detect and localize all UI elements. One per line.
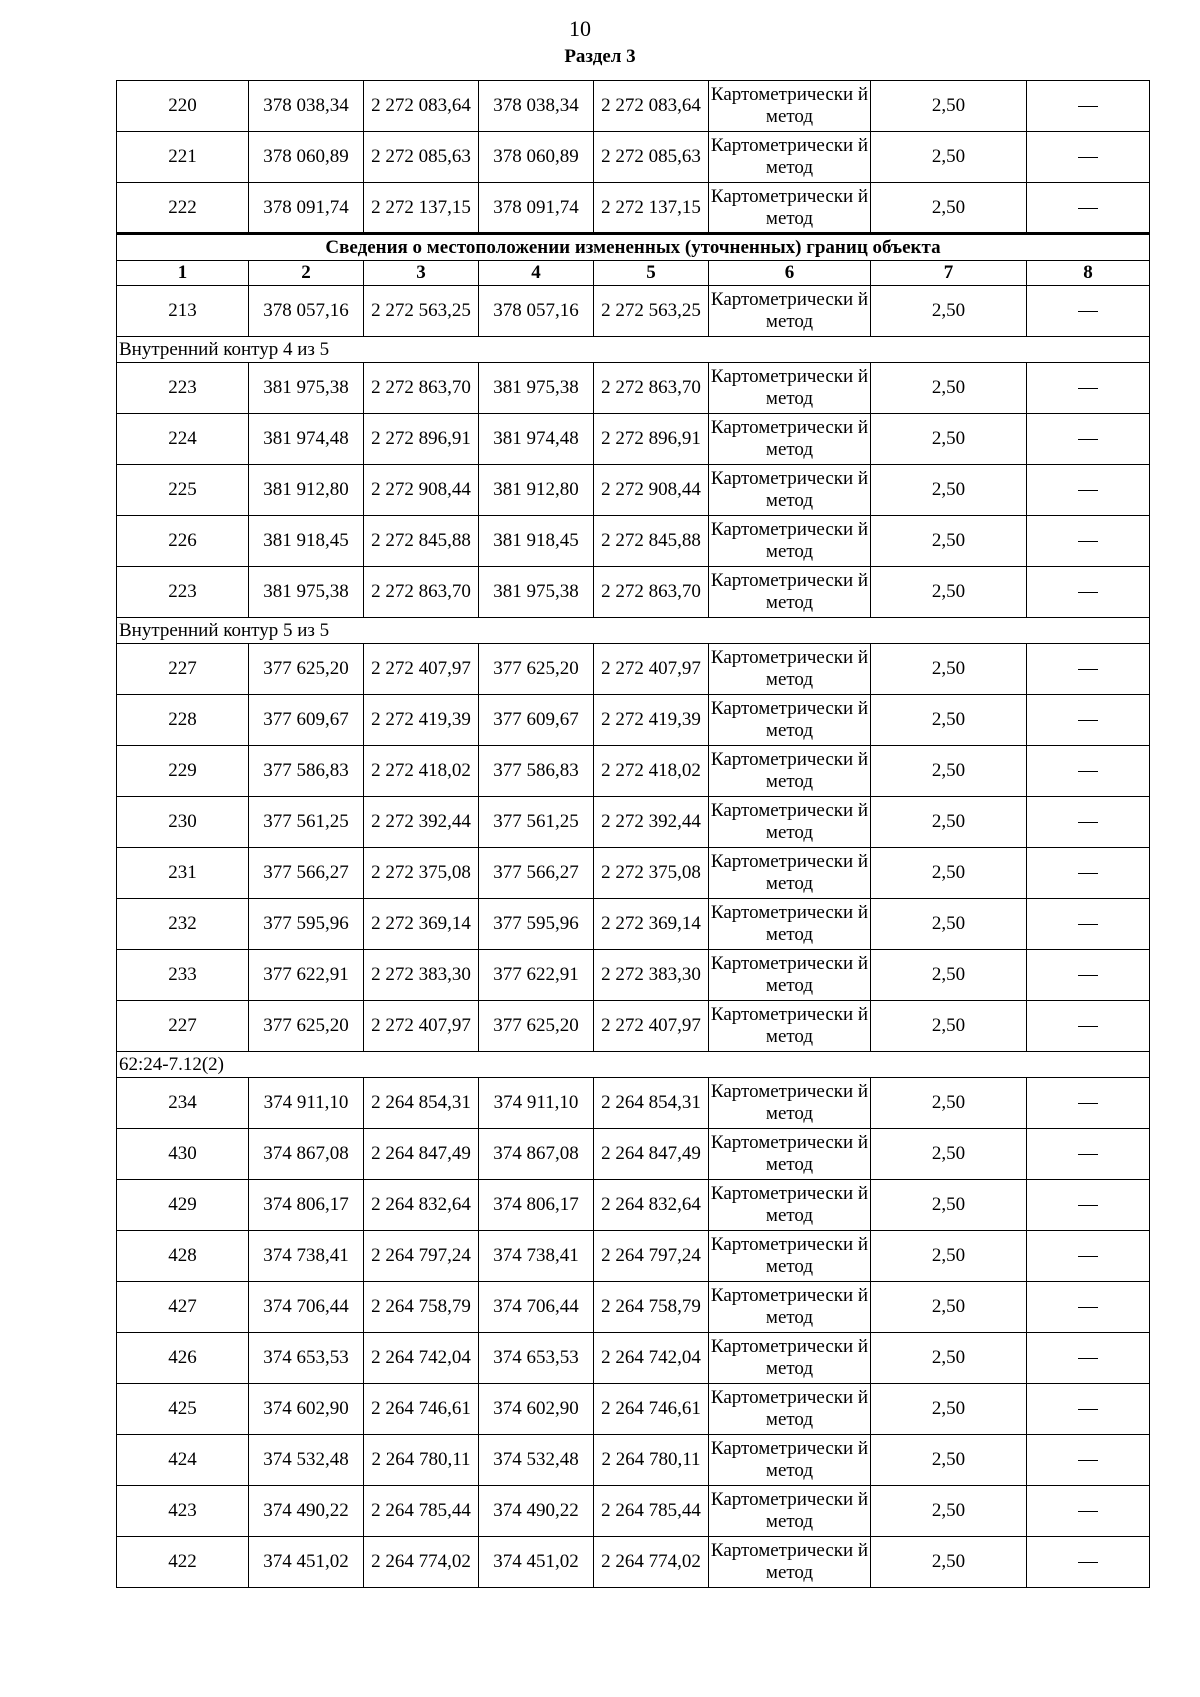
y-new-cell: 2 272 563,25 <box>594 286 709 337</box>
y-new-cell: 2 264 758,79 <box>594 1282 709 1333</box>
y-existing-cell: 2 272 563,25 <box>364 286 479 337</box>
table-row <box>117 644 1150 695</box>
x-existing-cell: 377 625,20 <box>249 1001 364 1052</box>
dash-mark <box>1078 106 1098 107</box>
dash-mark <box>1078 1256 1098 1257</box>
method-cell: Картометрически й метод <box>709 1435 871 1486</box>
method-cell: Картометрически й метод <box>709 848 871 899</box>
description-cell <box>1027 567 1150 618</box>
method-cell: Картометрически й метод <box>709 797 871 848</box>
accuracy-cell: 2,50 <box>871 1231 1027 1282</box>
x-new-cell: 374 911,10 <box>479 1078 594 1129</box>
description-cell <box>1027 516 1150 567</box>
y-new-cell: 2 272 419,39 <box>594 695 709 746</box>
table-row <box>117 899 1150 950</box>
y-existing-cell: 2 272 085,63 <box>364 132 479 183</box>
page-number: 10 <box>569 16 591 41</box>
y-existing-cell: 2 272 407,97 <box>364 644 479 695</box>
point-number-cell: 426 <box>117 1333 249 1384</box>
accuracy-cell: 2,50 <box>871 644 1027 695</box>
y-new-cell: 2 272 137,15 <box>594 183 709 234</box>
table-row <box>117 567 1150 618</box>
x-existing-cell: 377 622,91 <box>249 950 364 1001</box>
y-existing-cell: 2 264 832,64 <box>364 1180 479 1231</box>
y-new-cell: 2 264 854,31 <box>594 1078 709 1129</box>
table-row <box>117 465 1150 516</box>
y-existing-cell: 2 264 785,44 <box>364 1486 479 1537</box>
point-number-cell: 430 <box>117 1129 249 1180</box>
dash-mark <box>1078 1154 1098 1155</box>
accuracy-cell: 2,50 <box>871 286 1027 337</box>
y-existing-cell: 2 264 758,79 <box>364 1282 479 1333</box>
dash-mark <box>1078 1026 1098 1027</box>
accuracy-cell: 2,50 <box>871 1384 1027 1435</box>
y-new-cell: 2 264 797,24 <box>594 1231 709 1282</box>
method-cell: Картометрически й метод <box>709 1537 871 1588</box>
y-new-cell: 2 272 896,91 <box>594 414 709 465</box>
column-number: 8 <box>1027 261 1150 286</box>
table-row <box>117 1078 1150 1129</box>
description-cell <box>1027 1486 1150 1537</box>
x-existing-cell: 374 532,48 <box>249 1435 364 1486</box>
x-new-cell: 378 060,89 <box>479 132 594 183</box>
method-cell: Картометрически й метод <box>709 465 871 516</box>
accuracy-cell: 2,50 <box>871 950 1027 1001</box>
x-new-cell: 377 625,20 <box>479 644 594 695</box>
x-new-cell: 377 586,83 <box>479 746 594 797</box>
x-existing-cell: 378 038,34 <box>249 81 364 132</box>
dash-mark <box>1078 1205 1098 1206</box>
accuracy-cell: 2,50 <box>871 465 1027 516</box>
accuracy-cell: 2,50 <box>871 516 1027 567</box>
y-existing-cell: 2 272 845,88 <box>364 516 479 567</box>
x-new-cell: 374 602,90 <box>479 1384 594 1435</box>
point-number-cell: 221 <box>117 132 249 183</box>
x-new-cell: 374 738,41 <box>479 1231 594 1282</box>
x-new-cell: 374 653,53 <box>479 1333 594 1384</box>
point-number-cell: 423 <box>117 1486 249 1537</box>
accuracy-cell: 2,50 <box>871 1486 1027 1537</box>
accuracy-cell: 2,50 <box>871 1282 1027 1333</box>
y-new-cell: 2 264 780,11 <box>594 1435 709 1486</box>
x-new-cell: 374 806,17 <box>479 1180 594 1231</box>
method-cell: Картометрически й метод <box>709 81 871 132</box>
point-number-cell: 220 <box>117 81 249 132</box>
point-number-cell: 233 <box>117 950 249 1001</box>
dash-mark <box>1078 311 1098 312</box>
point-number-cell: 222 <box>117 183 249 234</box>
method-cell: Картометрически й метод <box>709 1231 871 1282</box>
table-row <box>117 1435 1150 1486</box>
method-cell: Картометрически й метод <box>709 899 871 950</box>
point-number-cell: 228 <box>117 695 249 746</box>
x-existing-cell: 374 911,10 <box>249 1078 364 1129</box>
description-cell <box>1027 1435 1150 1486</box>
y-new-cell: 2 272 407,97 <box>594 644 709 695</box>
dash-mark <box>1078 924 1098 925</box>
method-cell: Картометрически й метод <box>709 1486 871 1537</box>
accuracy-cell: 2,50 <box>871 695 1027 746</box>
method-cell: Картометрически й метод <box>709 286 871 337</box>
y-new-cell: 2 272 407,97 <box>594 1001 709 1052</box>
x-new-cell: 381 974,48 <box>479 414 594 465</box>
accuracy-cell: 2,50 <box>871 746 1027 797</box>
accuracy-cell: 2,50 <box>871 567 1027 618</box>
dash-mark <box>1078 1358 1098 1359</box>
description-cell <box>1027 286 1150 337</box>
dash-mark <box>1078 975 1098 976</box>
section-heading-row <box>117 234 1150 261</box>
description-cell <box>1027 1078 1150 1129</box>
table-row <box>117 414 1150 465</box>
section-title: Раздел 3 <box>564 46 636 67</box>
point-number-cell: 225 <box>117 465 249 516</box>
x-new-cell: 377 609,67 <box>479 695 594 746</box>
x-new-cell: 377 595,96 <box>479 899 594 950</box>
method-cell: Картометрически й метод <box>709 695 871 746</box>
accuracy-cell: 2,50 <box>871 1078 1027 1129</box>
y-existing-cell: 2 264 797,24 <box>364 1231 479 1282</box>
description-cell <box>1027 1129 1150 1180</box>
y-new-cell: 2 272 083,64 <box>594 81 709 132</box>
x-existing-cell: 377 595,96 <box>249 899 364 950</box>
description-cell <box>1027 1333 1150 1384</box>
x-new-cell: 378 091,74 <box>479 183 594 234</box>
y-existing-cell: 2 264 742,04 <box>364 1333 479 1384</box>
y-existing-cell: 2 272 418,02 <box>364 746 479 797</box>
y-new-cell: 2 272 418,02 <box>594 746 709 797</box>
y-existing-cell: 2 272 369,14 <box>364 899 479 950</box>
method-cell: Картометрически й метод <box>709 414 871 465</box>
description-cell <box>1027 363 1150 414</box>
table-row <box>117 1231 1150 1282</box>
dash-mark <box>1078 439 1098 440</box>
dash-mark <box>1078 388 1098 389</box>
accuracy-cell: 2,50 <box>871 414 1027 465</box>
x-new-cell: 381 912,80 <box>479 465 594 516</box>
y-existing-cell: 2 264 780,11 <box>364 1435 479 1486</box>
column-number: 5 <box>594 261 709 286</box>
column-number: 6 <box>709 261 871 286</box>
description-cell <box>1027 899 1150 950</box>
description-cell <box>1027 695 1150 746</box>
table-row <box>117 363 1150 414</box>
point-number-cell: 422 <box>117 1537 249 1588</box>
table-row <box>117 1180 1150 1231</box>
x-existing-cell: 378 060,89 <box>249 132 364 183</box>
accuracy-cell: 2,50 <box>871 183 1027 234</box>
accuracy-cell: 2,50 <box>871 363 1027 414</box>
point-number-cell: 424 <box>117 1435 249 1486</box>
description-cell <box>1027 797 1150 848</box>
dash-mark <box>1078 771 1098 772</box>
x-existing-cell: 374 653,53 <box>249 1333 364 1384</box>
accuracy-cell: 2,50 <box>871 81 1027 132</box>
x-new-cell: 377 561,25 <box>479 797 594 848</box>
x-new-cell: 381 975,38 <box>479 363 594 414</box>
method-cell: Картометрически й метод <box>709 363 871 414</box>
x-new-cell: 374 451,02 <box>479 1537 594 1588</box>
x-existing-cell: 381 918,45 <box>249 516 364 567</box>
accuracy-cell: 2,50 <box>871 1001 1027 1052</box>
x-existing-cell: 374 706,44 <box>249 1282 364 1333</box>
x-existing-cell: 381 974,48 <box>249 414 364 465</box>
x-existing-cell: 374 602,90 <box>249 1384 364 1435</box>
x-existing-cell: 378 091,74 <box>249 183 364 234</box>
description-cell <box>1027 81 1150 132</box>
column-number: 7 <box>871 261 1027 286</box>
x-existing-cell: 374 806,17 <box>249 1180 364 1231</box>
dash-mark <box>1078 1562 1098 1563</box>
point-number-cell: 425 <box>117 1384 249 1435</box>
x-existing-cell: 377 586,83 <box>249 746 364 797</box>
accuracy-cell: 2,50 <box>871 797 1027 848</box>
method-cell: Картометрически й метод <box>709 644 871 695</box>
x-new-cell: 377 625,20 <box>479 1001 594 1052</box>
point-number-cell: 224 <box>117 414 249 465</box>
description-cell <box>1027 644 1150 695</box>
table-row <box>117 1384 1150 1435</box>
dash-mark <box>1078 490 1098 491</box>
y-new-cell: 2 272 863,70 <box>594 363 709 414</box>
y-new-cell: 2 272 375,08 <box>594 848 709 899</box>
y-new-cell: 2 272 085,63 <box>594 132 709 183</box>
dash-mark <box>1078 157 1098 158</box>
y-existing-cell: 2 272 419,39 <box>364 695 479 746</box>
x-new-cell: 378 057,16 <box>479 286 594 337</box>
accuracy-cell: 2,50 <box>871 132 1027 183</box>
point-number-cell: 223 <box>117 363 249 414</box>
x-new-cell: 378 038,34 <box>479 81 594 132</box>
x-new-cell: 374 532,48 <box>479 1435 594 1486</box>
y-existing-cell: 2 272 863,70 <box>364 363 479 414</box>
point-number-cell: 230 <box>117 797 249 848</box>
method-cell: Картометрически й метод <box>709 746 871 797</box>
x-existing-cell: 381 912,80 <box>249 465 364 516</box>
y-new-cell: 2 264 746,61 <box>594 1384 709 1435</box>
accuracy-cell: 2,50 <box>871 1435 1027 1486</box>
contour-label-row <box>117 337 1150 363</box>
table-row <box>117 286 1150 337</box>
column-number: 1 <box>117 261 249 286</box>
dash-mark <box>1078 592 1098 593</box>
description-cell <box>1027 1180 1150 1231</box>
y-existing-cell: 2 264 774,02 <box>364 1537 479 1588</box>
table-row <box>117 516 1150 567</box>
description-cell <box>1027 132 1150 183</box>
dash-mark <box>1078 1511 1098 1512</box>
method-cell: Картометрически й метод <box>709 1384 871 1435</box>
table-row <box>117 1129 1150 1180</box>
column-number: 3 <box>364 261 479 286</box>
description-cell <box>1027 414 1150 465</box>
x-existing-cell: 374 738,41 <box>249 1231 364 1282</box>
x-existing-cell: 377 625,20 <box>249 644 364 695</box>
y-existing-cell: 2 272 908,44 <box>364 465 479 516</box>
y-existing-cell: 2 272 383,30 <box>364 950 479 1001</box>
table-row <box>117 1537 1150 1588</box>
dash-mark <box>1078 1103 1098 1104</box>
y-existing-cell: 2 272 863,70 <box>364 567 479 618</box>
y-existing-cell: 2 264 854,31 <box>364 1078 479 1129</box>
dash-mark <box>1078 208 1098 209</box>
y-existing-cell: 2 272 407,97 <box>364 1001 479 1052</box>
x-new-cell: 374 867,08 <box>479 1129 594 1180</box>
point-number-cell: 213 <box>117 286 249 337</box>
description-cell <box>1027 1537 1150 1588</box>
x-existing-cell: 381 975,38 <box>249 567 364 618</box>
method-cell: Картометрически й метод <box>709 1333 871 1384</box>
y-new-cell: 2 272 392,44 <box>594 797 709 848</box>
x-new-cell: 377 566,27 <box>479 848 594 899</box>
x-existing-cell: 377 609,67 <box>249 695 364 746</box>
y-existing-cell: 2 264 746,61 <box>364 1384 479 1435</box>
contour-label: 62:24-7.12(2) <box>117 1052 1150 1078</box>
description-cell <box>1027 1384 1150 1435</box>
column-number: 2 <box>249 261 364 286</box>
table-row <box>117 1282 1150 1333</box>
method-cell: Картометрически й метод <box>709 1180 871 1231</box>
x-existing-cell: 377 561,25 <box>249 797 364 848</box>
method-cell: Картометрически й метод <box>709 1129 871 1180</box>
description-cell <box>1027 1282 1150 1333</box>
description-cell <box>1027 183 1150 234</box>
table-row <box>117 1001 1150 1052</box>
point-number-cell: 429 <box>117 1180 249 1231</box>
y-existing-cell: 2 272 392,44 <box>364 797 479 848</box>
method-cell: Картометрически й метод <box>709 516 871 567</box>
y-new-cell: 2 272 863,70 <box>594 567 709 618</box>
table-row <box>117 1333 1150 1384</box>
y-existing-cell: 2 272 896,91 <box>364 414 479 465</box>
table-row <box>117 81 1150 132</box>
y-new-cell: 2 272 845,88 <box>594 516 709 567</box>
contour-label: Внутренний контур 5 из 5 <box>117 618 1150 644</box>
x-new-cell: 381 975,38 <box>479 567 594 618</box>
method-cell: Картометрически й метод <box>709 1078 871 1129</box>
point-number-cell: 232 <box>117 899 249 950</box>
y-new-cell: 2 264 785,44 <box>594 1486 709 1537</box>
y-new-cell: 2 272 383,30 <box>594 950 709 1001</box>
table-row <box>117 1486 1150 1537</box>
x-existing-cell: 378 057,16 <box>249 286 364 337</box>
point-number-cell: 226 <box>117 516 249 567</box>
dash-mark <box>1078 669 1098 670</box>
y-new-cell: 2 264 832,64 <box>594 1180 709 1231</box>
dash-mark <box>1078 1460 1098 1461</box>
point-number-cell: 229 <box>117 746 249 797</box>
point-number-cell: 234 <box>117 1078 249 1129</box>
table-row <box>117 695 1150 746</box>
point-number-cell: 428 <box>117 1231 249 1282</box>
x-new-cell: 377 622,91 <box>479 950 594 1001</box>
y-existing-cell: 2 272 083,64 <box>364 81 479 132</box>
point-number-cell: 231 <box>117 848 249 899</box>
x-new-cell: 374 490,22 <box>479 1486 594 1537</box>
accuracy-cell: 2,50 <box>871 1537 1027 1588</box>
method-cell: Картометрически й метод <box>709 950 871 1001</box>
description-cell <box>1027 848 1150 899</box>
x-existing-cell: 377 566,27 <box>249 848 364 899</box>
method-cell: Картометрически й метод <box>709 183 871 234</box>
x-existing-cell: 374 490,22 <box>249 1486 364 1537</box>
y-new-cell: 2 264 847,49 <box>594 1129 709 1180</box>
y-new-cell: 2 272 908,44 <box>594 465 709 516</box>
description-cell <box>1027 465 1150 516</box>
contour-label-row <box>117 618 1150 644</box>
y-existing-cell: 2 264 847,49 <box>364 1129 479 1180</box>
x-new-cell: 374 706,44 <box>479 1282 594 1333</box>
x-existing-cell: 374 867,08 <box>249 1129 364 1180</box>
table-body <box>117 81 1150 1588</box>
contour-label-row <box>117 1052 1150 1078</box>
table-row <box>117 132 1150 183</box>
description-cell <box>1027 1001 1150 1052</box>
point-number-cell: 227 <box>117 1001 249 1052</box>
point-number-cell: 223 <box>117 567 249 618</box>
accuracy-cell: 2,50 <box>871 1180 1027 1231</box>
accuracy-cell: 2,50 <box>871 848 1027 899</box>
x-new-cell: 381 918,45 <box>479 516 594 567</box>
column-number: 4 <box>479 261 594 286</box>
accuracy-cell: 2,50 <box>871 1333 1027 1384</box>
y-new-cell: 2 264 742,04 <box>594 1333 709 1384</box>
table-row <box>117 950 1150 1001</box>
y-new-cell: 2 264 774,02 <box>594 1537 709 1588</box>
column-numbers-row <box>117 261 1150 286</box>
y-existing-cell: 2 272 375,08 <box>364 848 479 899</box>
table-row <box>117 848 1150 899</box>
description-cell <box>1027 1231 1150 1282</box>
coordinates-table <box>116 80 1150 1588</box>
dash-mark <box>1078 1307 1098 1308</box>
table-row <box>117 797 1150 848</box>
x-existing-cell: 381 975,38 <box>249 363 364 414</box>
dash-mark <box>1078 873 1098 874</box>
point-number-cell: 427 <box>117 1282 249 1333</box>
section-heading: Сведения о местоположении измененных (уточненных) границ объекта <box>117 234 1150 261</box>
accuracy-cell: 2,50 <box>871 1129 1027 1180</box>
table-row <box>117 183 1150 234</box>
y-existing-cell: 2 272 137,15 <box>364 183 479 234</box>
dash-mark <box>1078 541 1098 542</box>
method-cell: Картометрически й метод <box>709 132 871 183</box>
y-new-cell: 2 272 369,14 <box>594 899 709 950</box>
description-cell <box>1027 950 1150 1001</box>
description-cell <box>1027 746 1150 797</box>
contour-label: Внутренний контур 4 из 5 <box>117 337 1150 363</box>
dash-mark <box>1078 822 1098 823</box>
point-number-cell: 227 <box>117 644 249 695</box>
method-cell: Картометрически й метод <box>709 567 871 618</box>
accuracy-cell: 2,50 <box>871 899 1027 950</box>
method-cell: Картометрически й метод <box>709 1282 871 1333</box>
table-row <box>117 746 1150 797</box>
x-existing-cell: 374 451,02 <box>249 1537 364 1588</box>
dash-mark <box>1078 720 1098 721</box>
dash-mark <box>1078 1409 1098 1410</box>
method-cell: Картометрически й метод <box>709 1001 871 1052</box>
